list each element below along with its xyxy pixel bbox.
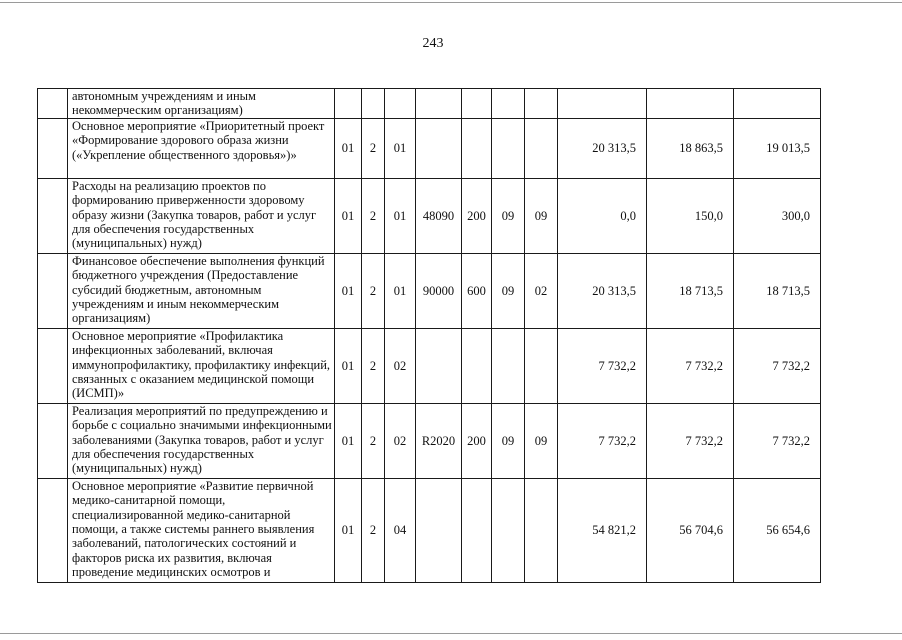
row-amount-1: 7 732,2 xyxy=(558,403,647,478)
row-margin-cell xyxy=(38,178,68,253)
row-name: Основное мероприятие «Приоритетный проект «Формирование здорового образа жизни («Укрепление общественного здоровья»)» xyxy=(68,118,335,178)
row-code-4: R2020 xyxy=(416,403,462,478)
row-name: Реализация мероприятий по предупреждению и борьбе с социально значимыми инфекционными заболеваниями (Закупка товаров, работ и услуг для обеспечения государственных (муниципальных) нужд) xyxy=(68,403,335,478)
table-row xyxy=(38,403,821,478)
row-amount-3: 18 713,5 xyxy=(734,253,821,328)
row-name: Расходы на реализацию проектов по формированию приверженности здоровому образу жизни (Закупка товаров, работ и услуг для обеспечения государственных (муниципальных) нужд) xyxy=(68,178,335,253)
row-code-6: 09 xyxy=(492,403,525,478)
row-margin-cell xyxy=(38,118,68,178)
row-amount-3: 7 732,2 xyxy=(734,403,821,478)
row-code-7: 09 xyxy=(525,178,558,253)
table-row xyxy=(38,478,821,582)
row-code-1: 01 xyxy=(335,403,362,478)
row-amount-1: 0,0 xyxy=(558,178,647,253)
row-amount-3: 56 654,6 xyxy=(734,478,821,582)
row-amount-2: 150,0 xyxy=(647,178,734,253)
row-code-7: 09 xyxy=(525,403,558,478)
row-margin-cell xyxy=(38,403,68,478)
row-code-6: 09 xyxy=(492,178,525,253)
row-name: Финансовое обеспечение выполнения функций бюджетного учреждения (Предоставление субсидий бюджетным, автономным учреждениям и иным некоммерческим организациям) xyxy=(68,253,335,328)
row-amount-3: 7 732,2 xyxy=(734,328,821,403)
row-code-2: 2 xyxy=(362,178,385,253)
row-amount-2: 7 732,2 xyxy=(647,328,734,403)
scan-top-edge xyxy=(0,2,902,3)
row-code-7 xyxy=(525,118,558,178)
row-code-4 xyxy=(416,478,462,582)
row-code-2: 2 xyxy=(362,253,385,328)
row-code-5: 200 xyxy=(462,403,492,478)
row-code-1: 01 xyxy=(335,178,362,253)
row-code-7 xyxy=(525,478,558,582)
row-code-1: 01 xyxy=(335,118,362,178)
row-code-5: 600 xyxy=(462,253,492,328)
row-code-5 xyxy=(462,118,492,178)
row-name: Основное мероприятие «Профилактика инфекционных заболеваний, включая иммунопрофилактику, профилактику инфекций, связанных с оказанием медицинской помощи (ИСМП)» xyxy=(68,328,335,403)
row-code-4: 48090 xyxy=(416,178,462,253)
row-amount-3 xyxy=(734,89,821,119)
row-code-7: 02 xyxy=(525,253,558,328)
scan-bottom-edge xyxy=(0,633,902,634)
row-margin-cell xyxy=(38,89,68,119)
budget-table xyxy=(37,88,821,583)
row-code-6 xyxy=(492,328,525,403)
row-amount-1: 20 313,5 xyxy=(558,118,647,178)
table-row xyxy=(38,328,821,403)
row-code-2: 2 xyxy=(362,118,385,178)
row-code-4 xyxy=(416,89,462,119)
table-row xyxy=(38,118,821,178)
row-amount-2: 7 732,2 xyxy=(647,403,734,478)
row-code-6 xyxy=(492,478,525,582)
table-row xyxy=(38,178,821,253)
row-code-3: 01 xyxy=(385,253,416,328)
row-amount-2: 18 863,5 xyxy=(647,118,734,178)
row-code-3: 02 xyxy=(385,328,416,403)
row-code-3 xyxy=(385,89,416,119)
table-row xyxy=(38,89,821,119)
row-code-5 xyxy=(462,478,492,582)
row-code-6 xyxy=(492,89,525,119)
row-code-4 xyxy=(416,118,462,178)
row-amount-2: 56 704,6 xyxy=(647,478,734,582)
row-amount-2: 18 713,5 xyxy=(647,253,734,328)
row-amount-3: 300,0 xyxy=(734,178,821,253)
row-code-6 xyxy=(492,118,525,178)
row-code-1: 01 xyxy=(335,478,362,582)
row-code-2 xyxy=(362,89,385,119)
row-code-1 xyxy=(335,89,362,119)
row-code-7 xyxy=(525,89,558,119)
row-amount-1 xyxy=(558,89,647,119)
row-code-2: 2 xyxy=(362,478,385,582)
table-row xyxy=(38,253,821,328)
row-margin-cell xyxy=(38,478,68,582)
row-code-2: 2 xyxy=(362,328,385,403)
row-code-1: 01 xyxy=(335,253,362,328)
row-code-4: 90000 xyxy=(416,253,462,328)
row-code-4 xyxy=(416,328,462,403)
row-code-3: 01 xyxy=(385,178,416,253)
row-code-3: 01 xyxy=(385,118,416,178)
row-amount-3: 19 013,5 xyxy=(734,118,821,178)
row-name: Основное мероприятие «Развитие первичной медико-санитарной помощи, специализированной медико-санитарной помощи, а также системы раннего выявления заболеваний, патологических состояний и факторов риска их развития, включая проведение медицинских осмотров и xyxy=(68,478,335,582)
row-code-7 xyxy=(525,328,558,403)
row-code-5: 200 xyxy=(462,178,492,253)
row-name: автономным учреждениям и иным некоммерческим организациям) xyxy=(68,89,335,119)
row-amount-1: 20 313,5 xyxy=(558,253,647,328)
budget-table-body xyxy=(38,89,821,583)
row-margin-cell xyxy=(38,328,68,403)
row-code-2: 2 xyxy=(362,403,385,478)
row-code-3: 04 xyxy=(385,478,416,582)
row-amount-1: 54 821,2 xyxy=(558,478,647,582)
row-code-6: 09 xyxy=(492,253,525,328)
row-code-3: 02 xyxy=(385,403,416,478)
row-amount-2 xyxy=(647,89,734,119)
row-code-5 xyxy=(462,328,492,403)
row-margin-cell xyxy=(38,253,68,328)
row-amount-1: 7 732,2 xyxy=(558,328,647,403)
row-code-1: 01 xyxy=(335,328,362,403)
page-number: 243 xyxy=(422,36,444,51)
row-code-5 xyxy=(462,89,492,119)
